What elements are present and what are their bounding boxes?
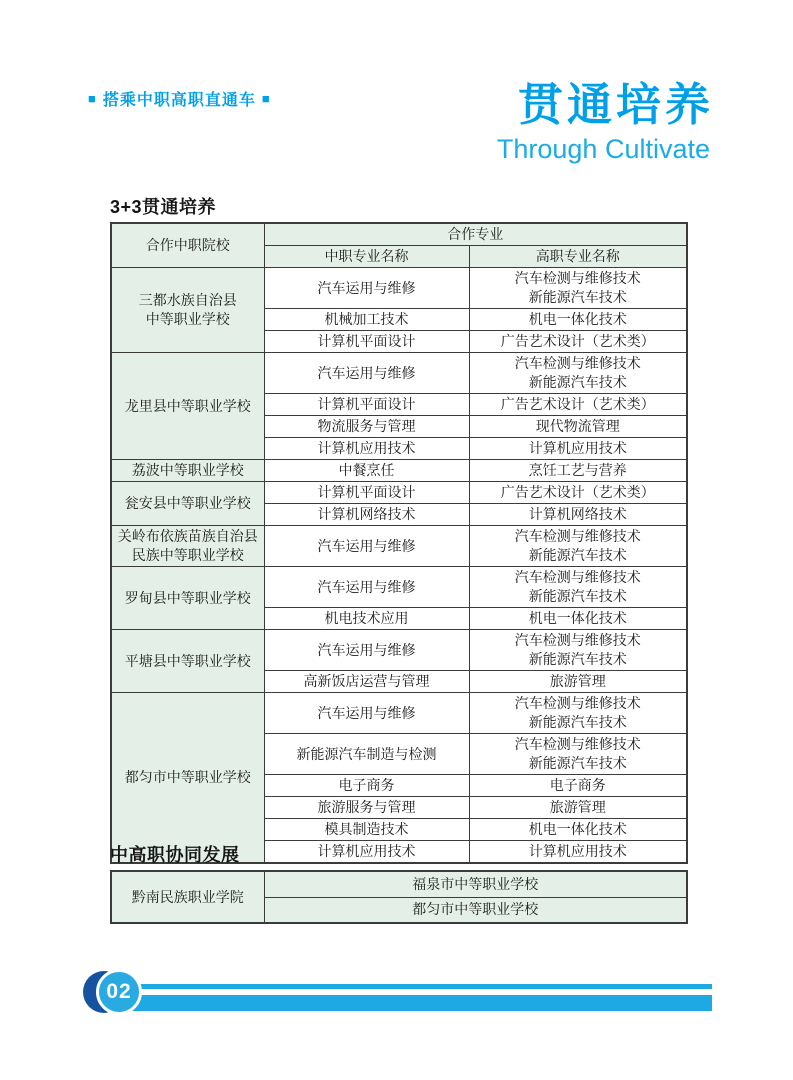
high-major-cell: 计算机应用技术	[469, 438, 687, 460]
mid-major-cell: 高新饭店运营与管理	[264, 671, 469, 693]
partner-school-cell: 都匀市中等职业学校	[264, 897, 687, 923]
header-tagline	[88, 87, 271, 110]
mid-major-cell: 计算机平面设计	[264, 394, 469, 416]
mid-major-cell: 机械加工技术	[264, 309, 469, 331]
mid-major-cell: 中餐烹任	[264, 460, 469, 482]
table-header-row	[111, 223, 687, 246]
school-cell: 平塘县中等职业学校	[111, 630, 264, 693]
high-major-cell: 汽车检测与维修技术 新能源汽车技术	[469, 734, 687, 775]
mid-major-cell: 新能源汽车制造与检测	[264, 734, 469, 775]
partner-school-cell: 福泉市中等职业学校	[264, 871, 687, 897]
mid-major-cell: 计算机应用技术	[264, 438, 469, 460]
mid-major-cell: 物流服务与管理	[264, 416, 469, 438]
school-cell: 瓮安县中等职业学校	[111, 482, 264, 526]
high-major-cell: 汽车检测与维修技术 新能源汽车技术	[469, 567, 687, 608]
col1-header: 合作中职院校	[111, 223, 264, 268]
page-title-chinese: 贯通培养	[517, 79, 714, 130]
school-cell: 荔波中等职业学校	[111, 460, 264, 482]
page-title-block	[496, 79, 714, 165]
mid-major-cell: 计算机平面设计	[264, 331, 469, 353]
mid-major-cell: 汽车运用与维修	[264, 693, 469, 734]
school-cell: 龙里县中等职业学校	[111, 353, 264, 460]
mid-major-cell: 汽车运用与维修	[264, 268, 469, 309]
page-title-english: Through Cultivate	[496, 133, 710, 164]
high-major-cell: 旅游管理	[469, 797, 687, 819]
school-cell: 都匀市中等职业学校	[111, 693, 264, 864]
high-major-cell: 广告艺术设计（艺术类）	[469, 482, 687, 504]
high-major-cell: 汽车检测与维修技术 新能源汽车技术	[469, 693, 687, 734]
col2-header: 中职专业名称	[264, 246, 469, 268]
high-major-cell: 汽车检测与维修技术 新能源汽车技术	[469, 630, 687, 671]
high-major-cell: 旅游管理	[469, 671, 687, 693]
high-major-cell: 汽车检测与维修技术 新能源汽车技术	[469, 268, 687, 309]
mid-major-cell: 旅游服务与管理	[264, 797, 469, 819]
mid-major-cell: 计算机应用技术	[264, 841, 469, 864]
high-major-cell: 电子商务	[469, 775, 687, 797]
table-row	[111, 567, 687, 608]
mid-major-cell: 计算机平面设计	[264, 482, 469, 504]
school-cell: 关岭布依族苗族自治县 民族中等职业学校	[111, 526, 264, 567]
high-major-cell: 广告艺术设计（艺术类）	[469, 331, 687, 353]
footer-thick-bar	[126, 995, 712, 1011]
high-major-cell: 广告艺术设计（艺术类）	[469, 394, 687, 416]
school-cell: 罗甸县中等职业学校	[111, 567, 264, 630]
table-row	[111, 482, 687, 504]
high-major-cell: 现代物流管理	[469, 416, 687, 438]
table-row	[111, 353, 687, 394]
high-major-cell: 机电一体化技术	[469, 819, 687, 841]
table-row	[111, 526, 687, 567]
high-major-cell: 计算机网络技术	[469, 504, 687, 526]
high-major-cell: 汽车检测与维修技术 新能源汽车技术	[469, 353, 687, 394]
high-major-cell: 计算机应用技术	[469, 841, 687, 864]
page-number-badge: 02	[96, 969, 142, 1015]
mid-major-cell: 电子商务	[264, 775, 469, 797]
col3-header: 高职专业名称	[469, 246, 687, 268]
cooperation-table	[110, 222, 688, 864]
mid-major-cell: 机电技术应用	[264, 608, 469, 630]
header-tagline-text: 搭乘中职高职直通车	[102, 92, 256, 109]
school-cell: 三都水族自治县 中等职业学校	[111, 268, 264, 353]
high-major-cell: 烹饪工艺与营养	[469, 460, 687, 482]
mid-major-cell: 汽车运用与维修	[264, 567, 469, 608]
group-header: 合作专业	[264, 223, 687, 246]
mid-major-cell: 汽车运用与维修	[264, 630, 469, 671]
college-cell: 黔南民族职业学院	[111, 871, 264, 923]
mid-major-cell: 汽车运用与维修	[264, 526, 469, 567]
high-major-cell: 机电一体化技术	[469, 608, 687, 630]
mid-major-cell: 模具制造技术	[264, 819, 469, 841]
table-row	[111, 268, 687, 309]
table-row	[111, 693, 687, 734]
high-major-cell: 机电一体化技术	[469, 309, 687, 331]
footer-thin-bar	[136, 984, 712, 989]
section1-title: 3+3贯通培养	[110, 197, 217, 217]
high-major-cell: 汽车检测与维修技术 新能源汽车技术	[469, 526, 687, 567]
table-row	[111, 871, 687, 897]
collaboration-table	[110, 870, 688, 924]
square-bullet-icon: ■	[88, 91, 97, 106]
section2-title: 中高职协同发展	[110, 845, 240, 865]
mid-major-cell: 计算机网络技术	[264, 504, 469, 526]
table-row	[111, 630, 687, 671]
table-row	[111, 460, 687, 482]
square-bullet-icon: ■	[261, 91, 271, 106]
mid-major-cell: 汽车运用与维修	[264, 353, 469, 394]
